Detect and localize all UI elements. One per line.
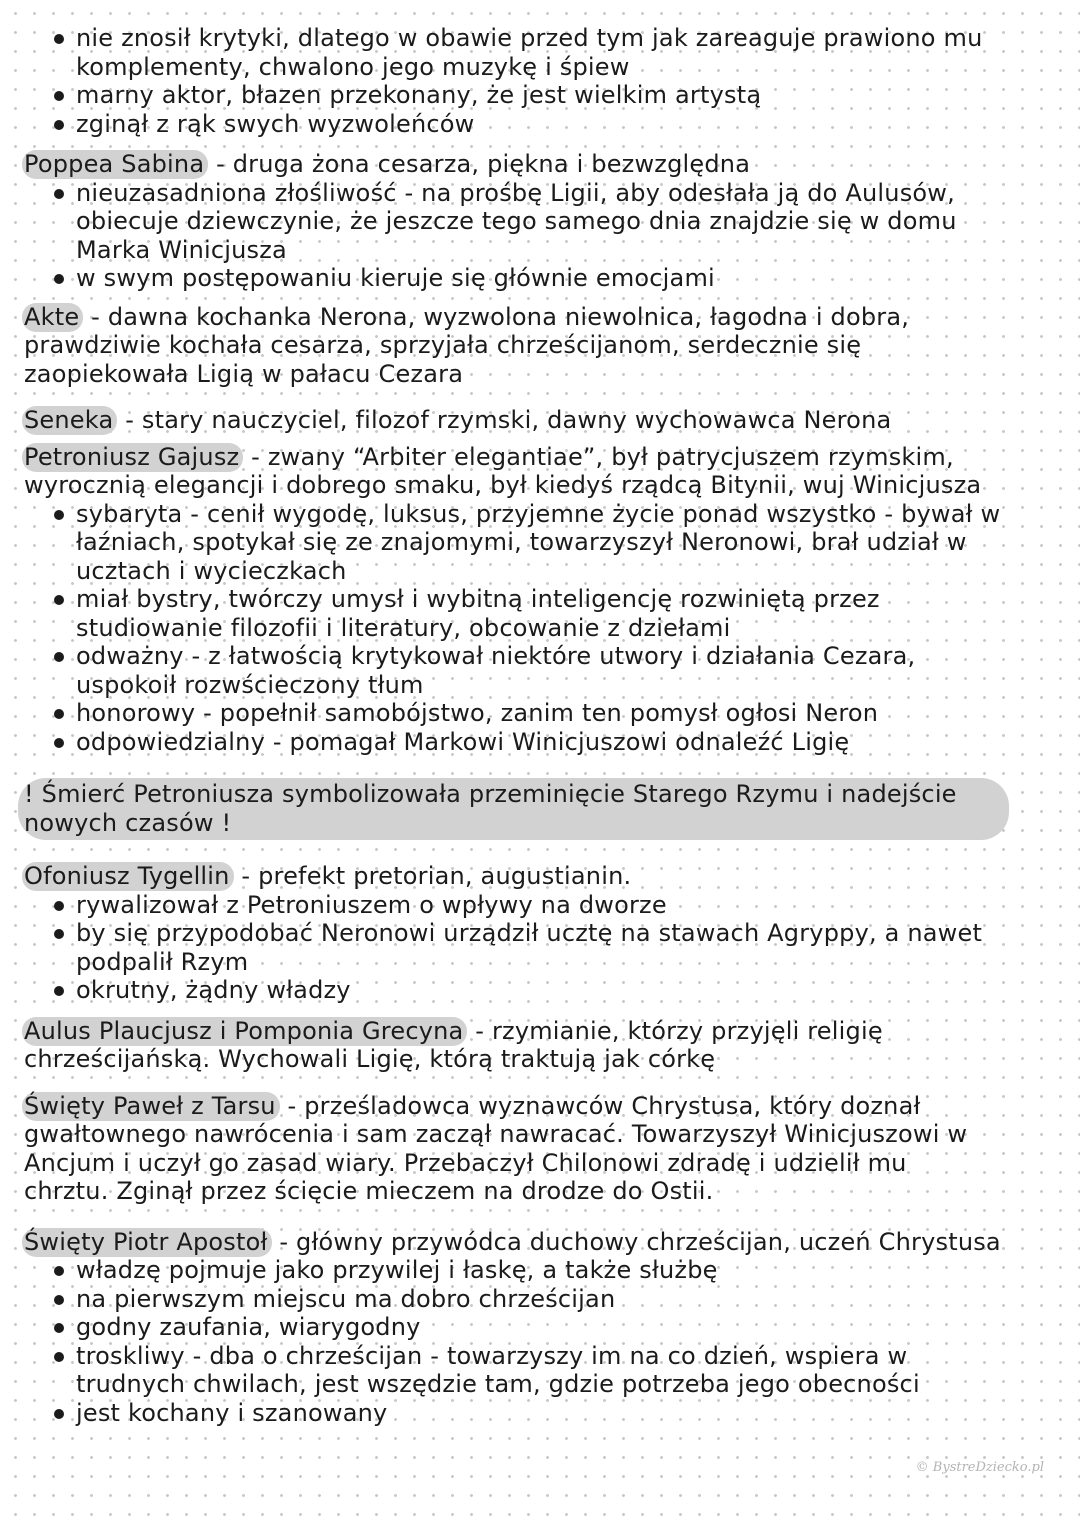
list-item-cont: studiowanie filozofii i literatury, obcowanie z dziełami xyxy=(76,613,731,642)
poppea-name: Poppea Sabina xyxy=(22,150,208,179)
list-item: rywalizował z Petroniuszem o wpływy na dworze xyxy=(24,891,1054,920)
callout-line: ! Śmierć Petroniusza symbolizowała przeminięcie Starego Rzymu i nadejście xyxy=(24,780,957,808)
piotr-entry xyxy=(24,1228,1054,1257)
piotr-desc: - główny przywódca duchowy chrześcijan, uczeń Chrystusa xyxy=(271,1227,1001,1256)
text-line: chrześcijańską. Wychowali Ligię, którą traktują jak córkę xyxy=(24,1045,716,1073)
list-item: zginął z rąk swych wyzwoleńców xyxy=(24,110,1054,139)
tygellin-entry xyxy=(24,862,1054,891)
pawel-desc: - prześladowca wyznawców Chrystusa, który doznał xyxy=(279,1091,921,1120)
text-line: wyrocznią elegancji i dobrego smaku, był kiedyś rządcą Bitynii, wuj Winicjusza xyxy=(24,471,982,499)
text-line: gwałtownego nawrócenia i sam zaczął nawracać. Towarzyszył Winicjuszowi w xyxy=(24,1120,968,1148)
watermark: © BystreDziecko.pl xyxy=(915,1460,1044,1475)
seneka-name: Seneka xyxy=(22,406,117,435)
seneka-entry xyxy=(24,406,1054,435)
list-item: na pierwszym miejscu ma dobro chrześcijan xyxy=(24,1285,1054,1314)
list-item: marny aktor, błazen przekonany, że jest wielkim artystą xyxy=(24,81,1054,110)
list-item-cont: trudnych chwilach, jest wszędzie tam, gdzie potrzeba jego obecności xyxy=(76,1370,920,1398)
poppea-entry xyxy=(24,150,1054,179)
petroniusz-entry xyxy=(24,443,1054,472)
text-line: chrztu. Zginął przez ścięcie mieczem na drodze do Ostii. xyxy=(24,1177,714,1205)
notes-page xyxy=(24,24,1054,1427)
akte-desc: - dawna kochanka Nerona, wyzwolona niewolnica, łagodna i dobra, xyxy=(83,302,910,331)
akte-name: Akte xyxy=(22,303,83,332)
list-item: honorowy - popełnił samobójstwo, zanim ten pomysł ogłosi Neron xyxy=(24,699,1054,728)
list-item: godny zaufania, wiarygodny xyxy=(24,1313,1054,1342)
list-item-cont: obiecuje dziewczynie, że jeszcze tego samego dnia znajdzie się w domu xyxy=(76,207,957,235)
list-item: by się przypodobać Neronowi urządził ucztę na stawach Agryppy, a nawet xyxy=(24,919,1054,948)
callout-line: nowych czasów ! xyxy=(24,808,232,837)
list-item-cont: podpalił Rzym xyxy=(76,947,249,976)
list-item: odpowiedzialny - pomagał Markowi Winicjuszowi odnaleźć Ligię xyxy=(24,728,1054,757)
list-item: w swym postępowaniu kieruje się głównie emocjami xyxy=(24,264,1054,293)
list-item-cont: łaźniach, spotykał się ze znajomymi, towarzyszył Neronowi, brał udział w xyxy=(76,528,967,556)
list-item: odważny - z łatwością krytykował niektóre utwory i działania Cezara, xyxy=(24,642,1054,671)
list-item-cont: komplementy, chwalono jego muzykę i śpiew xyxy=(76,52,630,81)
list-item-cont: Marka Winicjusza xyxy=(76,235,287,264)
aulus-desc: - rzymianie, którzy przyjęli religię xyxy=(467,1016,883,1045)
seneka-desc: - stary nauczyciel, filozof rzymski, dawny wychowawca Nerona xyxy=(117,406,892,434)
list-item: miał bystry, twórczy umysł i wybitną inteligencję rozwiniętą przez xyxy=(24,585,1054,614)
piotr-name: Święty Piotr Apostoł xyxy=(22,1228,272,1257)
text-line: prawdziwie kochała cesarza, sprzyjała chrześcijanom, serdecznie się xyxy=(24,331,862,359)
aulus-entry xyxy=(24,1017,1054,1046)
death-callout xyxy=(18,778,1009,840)
list-item: sybaryta - cenił wygodę, luksus, przyjemne życie ponad wszystko - bywał w xyxy=(24,500,1054,529)
list-item: okrutny, żądny władzy xyxy=(24,976,1054,1005)
list-item: jest kochany i szanowany xyxy=(24,1399,1054,1428)
list-item: nieuzasadniona złośliwość - na prośbę Ligii, aby odesłała ją do Aulusów, xyxy=(24,179,1054,208)
list-item: troskliwy - dba o chrześcijan - towarzyszy im na co dzień, wspiera w xyxy=(24,1342,1054,1371)
poppea-desc: - druga żona cesarza, piękna i bezwzględna xyxy=(208,150,751,178)
akte-entry xyxy=(24,303,1054,332)
tygellin-name: Ofoniusz Tygellin xyxy=(22,862,234,891)
list-item-cont: uspokoił rozwścieczony tłum xyxy=(76,670,424,699)
text-line: Ancjum i uczył go zasad wiary. Przebaczył Chilonowi zdradę i udzielił mu xyxy=(24,1148,907,1177)
text-line: zaopiekowała Ligią w pałacu Cezara xyxy=(24,359,464,388)
list-item-cont: ucztach i wycieczkach xyxy=(76,556,347,585)
petroniusz-name: Petroniusz Gajusz xyxy=(22,443,243,472)
pawel-entry xyxy=(24,1092,1054,1121)
list-item: nie znosił krytyki, dlatego w obawie przed tym jak zareaguje prawiono mu xyxy=(24,24,1054,53)
pawel-name: Święty Paweł z Tarsu xyxy=(22,1092,280,1121)
list-item: władzę pojmuje jako przywilej i łaskę, a także służbę xyxy=(24,1256,1054,1285)
aulus-name: Aulus Plaucjusz i Pomponia Grecyna xyxy=(22,1017,467,1046)
petroniusz-desc: - zwany “Arbiter elegantiae”, był patrycjuszem rzymskim, xyxy=(243,442,954,471)
tygellin-desc: - prefekt pretorian, augustianin. xyxy=(233,862,632,890)
